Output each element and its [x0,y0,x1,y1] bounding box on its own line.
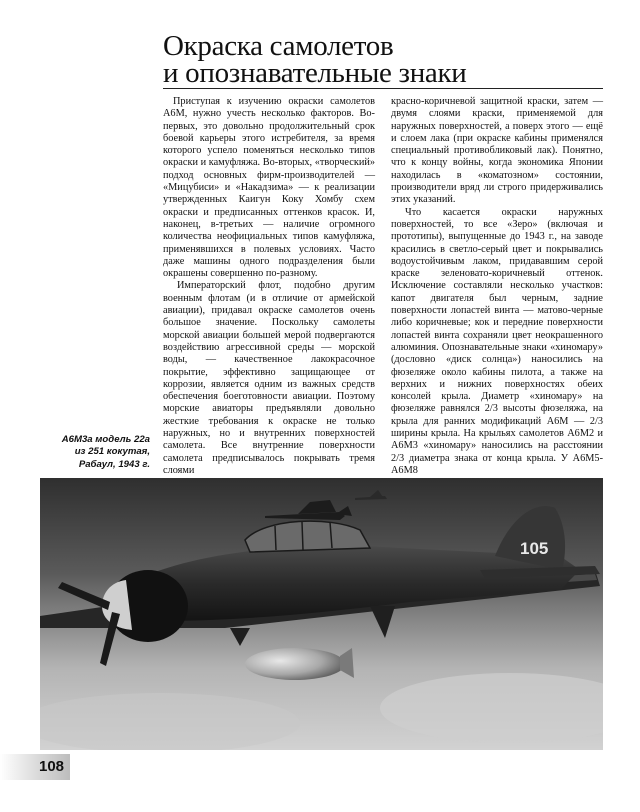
photo-caption [40,434,150,471]
article-title [163,30,603,89]
aircraft-photo [40,478,603,750]
tail-code: 105 [520,539,549,558]
paragraph: Что касается окраски наружных поверхностей, то все «Зеро» (включая и прототипы), выпущенные до 1943 г., на заводе красились в светло-серый цвет и покрывались водоустойчивым лаком, придававшим серой краске зеленовато-коричневый оттенок. Исключение составляли несколько участков: капот двигателя был черным, задние поверхности лопастей винта — матово-черные либо коричневые; кок и передние поверхности лопастей винта сохраняли цвет неокрашенного алюминия. Опознавательные знаки «хиномару» (дословно «диск солнца») наносились на фюзеляже около кабины пилота, а также на верхних и нижних поверхностях обеих консолей крыла. Диаметр «хиномару» на фюзеляже равнялся 2/3 высоты фюзеляжа, на крыла для ранних модификаций A6M — 2/3 ширины крыла. На крыльях самолетов A6M2 и A6M3 «хиномару» наносились на расстоянии 2/3 диаметра знака от конца крыла. У A6M5-A6M8 [391,206,603,476]
article-title-line-1: Окраска самолетов [163,30,394,62]
paragraph: красно-коричневой защитной краски, затем — двумя слоями краски, применяемой для наружных поверхностей, а поверх этого — ещё и слоем лака (при окраске кабины применялся специальный противобликовый лак). Понятно, что к концу войны, когда экономика Японии находилась в «коматозном» состоянии, производители вряд ли строго придерживались этих указаний. [391,96,603,206]
paragraph: Приступая к изучению окраски самолетов A6M, нужно учесть несколько факторов. Во-первых, это довольно продолжительный срок боевой карьеры этого истребителя, за время которого успело поменяться несколько типов окраски и камуфляжа. Во-вторых, «творческий» подход основных фирм-производителей — «Мицубиси» и «Накадзима» — к реализации утвержденных Каигун Коку Хомбу схем окраски и предписанных оттенков красок. И, наконец, в-третьих — наличие огромного количества неофициальных типов камуфляжа, применявшихся в полевых условиях. Часто даже машины одного подразделения были окрашены совершенно по-разному. [163,96,375,280]
caption-line: из 251 кокутая, [74,446,150,458]
caption-line: Рабаул, 1943 г. [78,458,150,470]
caption-line: A6M3a модель 22a [61,434,150,445]
article-title-line-2: и опознавательные знаки [163,57,467,89]
paragraph: Императорский флот, подобно другим военным флотам (и в отличие от армейской авиации), придавал окраске самолетов очень большое значение. Поскольку самолеты морской авиации большей мерой подвергаются воздействию агрессивной среды — морской воды, — качественное лакокрасочное покрытие, эффективно защищающее от коррозии, является одним из важных средств обеспечения боеготовности авиации. Поэтому морские авиаторы предъявляли довольно жесткие требования к окраске не только наружных, но и внутренних поверхностей самолета. Все внутренние поверхности самолета предписывалось покрывать тремя слоями [163,280,375,476]
text-column-1 [163,96,375,476]
title-rule [163,88,603,89]
drop-tank [245,648,345,680]
page-number: 108 [39,758,65,775]
text-column-2 [391,96,603,480]
